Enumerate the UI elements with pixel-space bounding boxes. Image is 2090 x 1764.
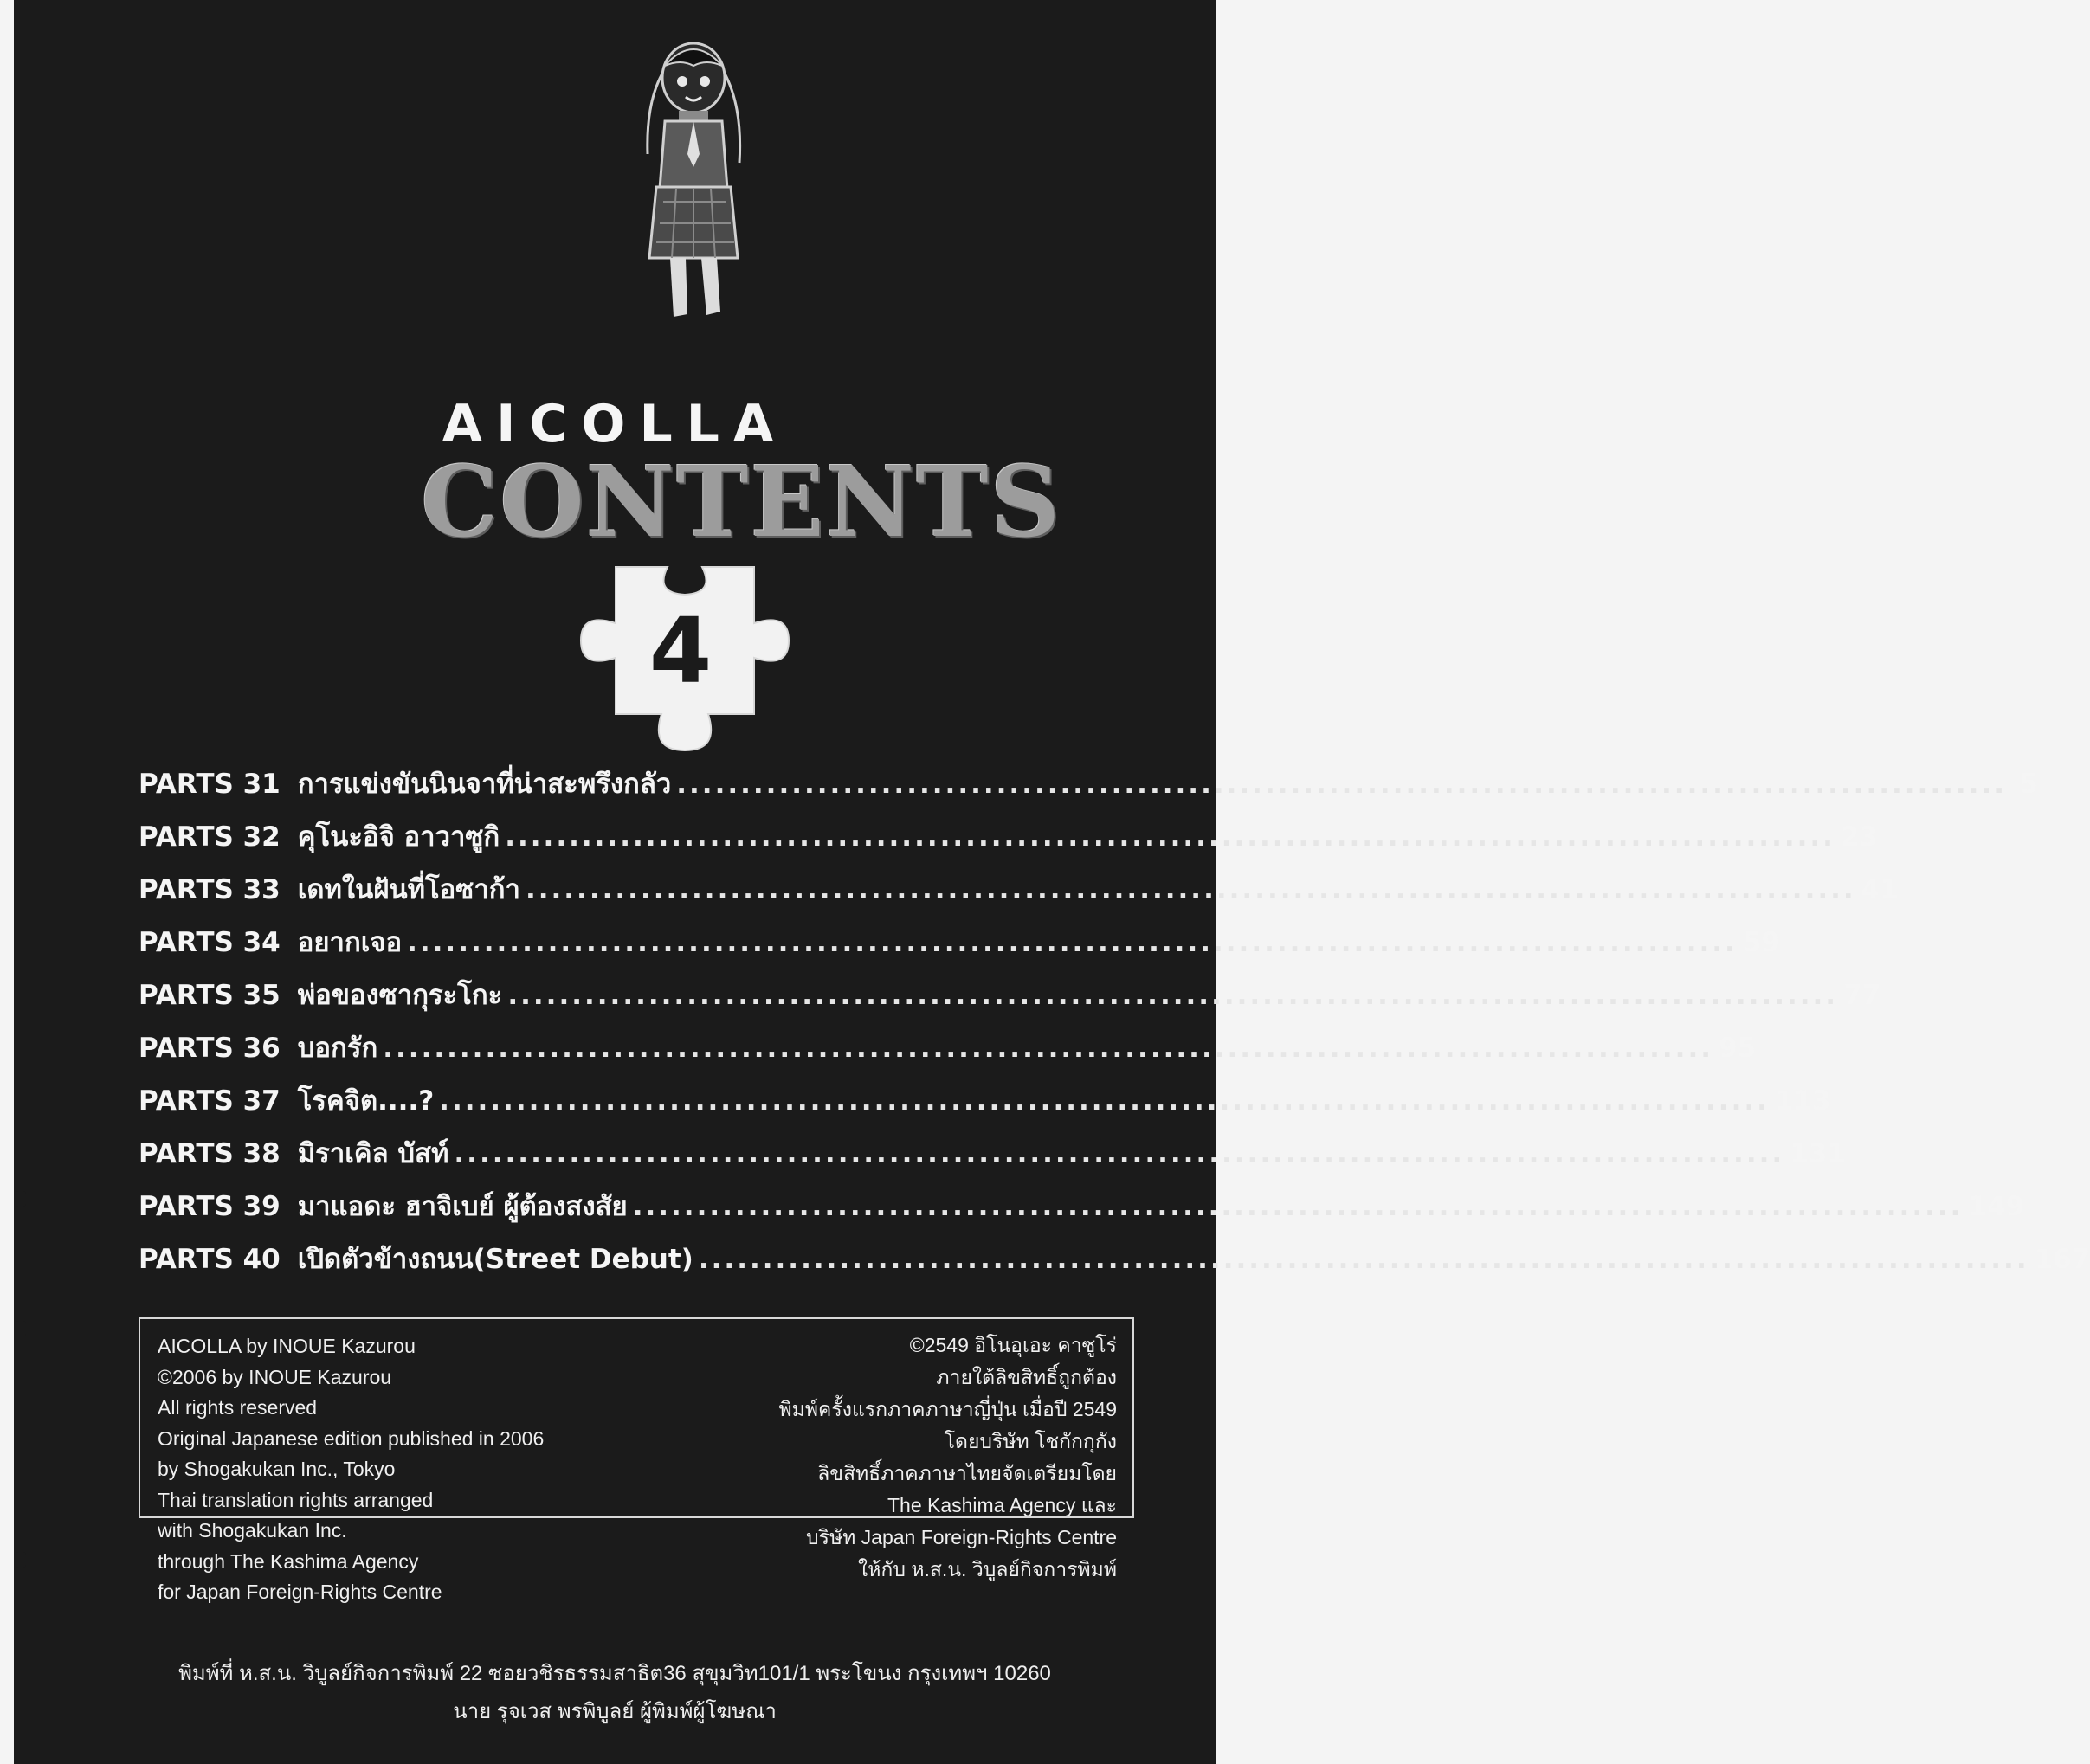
- toc-row[interactable]: [139, 1026, 1757, 1078]
- publisher-name: นาย รุจเวส พรพิบูลย์ ผู้พิมพ์ผู้โฆษณา: [453, 1700, 777, 1723]
- copyright-line: ©2549 อิโนอุเอะ คาซูโร่: [909, 1334, 1117, 1356]
- toc-chapter-title: เดทในฝันที่โอซาก้า: [297, 874, 520, 905]
- toc-part-number: PARTS 33: [139, 874, 281, 905]
- toc-leader-dots: ........................................................................................................: [383, 1033, 1713, 1064]
- toc-part-number: PARTS 37: [139, 1085, 281, 1117]
- toc-page-number: 41: [1861, 874, 1899, 905]
- toc-row[interactable]: [139, 920, 1780, 973]
- page-edge-mark: [16, 1191, 26, 1207]
- copyright-line: ให้กับ ห.ส.น. วิบูลย์กิจการพิมพ์: [858, 1558, 1117, 1581]
- toc-leader-dots: ........................................................................................................: [507, 980, 1839, 1011]
- toc-row[interactable]: [139, 814, 1879, 867]
- toc-page-number: 59: [1742, 927, 1780, 958]
- copyright-line: The Kashima Agency และ: [887, 1494, 1117, 1516]
- toc-page-number: 95: [1719, 1033, 1757, 1064]
- toc-leader-dots: ........................................................................................................: [676, 769, 2007, 800]
- toc-chapter-title: โรคจิต....?: [297, 1085, 435, 1117]
- toc-row[interactable]: [139, 1078, 1831, 1131]
- toc-row[interactable]: [139, 1184, 2025, 1237]
- copyright-line: ลิขสิทธิ์ภาคภาษาไทยจัดเตรียมโดย: [817, 1462, 1117, 1484]
- toc-chapter-title: บอกรัก: [297, 1033, 378, 1064]
- toc-leader-dots: ........................................................................................................: [407, 927, 1738, 958]
- toc-page-number: 167: [2034, 1244, 2090, 1275]
- copyright-line: พิมพ์ครั้งแรกภาคภาษาญี่ปุ่น เมื่อปี 2549: [778, 1398, 1117, 1420]
- publisher-address: พิมพ์ที่ ห.ส.น. วิบูลย์กิจการพิมพ์ 22 ซอยวชิรธรรมสาธิต36 สุขุมวิท101/1 พระโขนง กรุงเทพฯ 10260: [178, 1662, 1051, 1685]
- copyright-line: by Shogakukan Inc., Tokyo: [158, 1458, 396, 1480]
- toc-row[interactable]: [139, 1131, 1846, 1184]
- copyright-line: Thai translation rights arranged: [158, 1488, 434, 1511]
- toc-row[interactable]: [139, 762, 2038, 814]
- copyright-line: All rights reserved: [158, 1396, 318, 1419]
- copyright-line: Original Japanese edition published in 2006: [158, 1426, 545, 1450]
- character-illustration: [611, 24, 776, 327]
- copyright-line: โดยบริษัท โชกักกุกัง: [944, 1430, 1117, 1452]
- toc-chapter-title: มิราเคิล บัสท์: [297, 1138, 449, 1169]
- toc-leader-dots: ........................................................................................................: [505, 821, 1835, 853]
- toc-chapter-title: พ่อของซากุระโกะ: [297, 980, 503, 1011]
- toc-chapter-title: อยากเจอ: [297, 927, 403, 958]
- toc-page-number: 23: [1840, 821, 1879, 853]
- toc-leader-dots: ........................................................................................................: [454, 1138, 1785, 1169]
- toc-page-number: 5: [2019, 769, 2038, 800]
- page-edge-mark: [16, 1552, 26, 1568]
- table-of-contents: [139, 762, 2090, 1290]
- toc-leader-dots: ........................................................................................................: [632, 1191, 1964, 1222]
- toc-chapter-title: การแข่งขันนินจาที่น่าสะพรึงกลัว: [297, 769, 672, 800]
- copyright-thai: [632, 1329, 1117, 1586]
- series-logo: AICOLLA: [442, 394, 788, 454]
- copyright-line: for Japan Foreign-Rights Centre: [158, 1581, 442, 1603]
- toc-row[interactable]: [139, 973, 1881, 1026]
- toc-part-number: PARTS 40: [139, 1244, 281, 1275]
- toc-row[interactable]: [139, 1237, 2090, 1290]
- toc-chapter-title: เปิดตัวข้างถนน(Street Debut): [297, 1244, 693, 1275]
- copyright-line: AICOLLA by INOUE Kazurou: [158, 1335, 416, 1357]
- copyright-line: ©2006 by INOUE Kazurou: [158, 1365, 392, 1388]
- toc-part-number: PARTS 31: [139, 769, 281, 800]
- copyright-box: [139, 1317, 1134, 1603]
- toc-page-number: 77: [1843, 980, 1881, 1011]
- toc-chapter-title: มาแอดะ ฮาจิเบย์ ผู้ต้องสงสัย: [297, 1191, 628, 1222]
- toc-page-number: 113: [1774, 1085, 1831, 1117]
- toc-leader-dots: ........................................................................................................: [439, 1085, 1770, 1117]
- copyright-line: ภายใต้ลิขสิทธิ์ถูกต้อง: [936, 1366, 1117, 1388]
- toc-part-number: PARTS 39: [139, 1191, 281, 1222]
- toc-part-number: PARTS 32: [139, 821, 281, 853]
- toc-leader-dots: ........................................................................................................: [525, 874, 1856, 905]
- page-edge-mark: [16, 1321, 26, 1336]
- toc-part-number: PARTS 35: [139, 980, 281, 1011]
- toc-chapter-title: คุโนะอิจิ อาวาซูกิ: [297, 821, 500, 853]
- copyright-line: บริษัท Japan Foreign-Rights Centre: [806, 1526, 1117, 1548]
- toc-row[interactable]: [139, 867, 1899, 920]
- publisher-info: [14, 1655, 1216, 1731]
- contents-heading: CONTENTS: [421, 446, 1062, 559]
- copyright-english: [158, 1331, 642, 1608]
- copyright-line: with Shogakukan Inc.: [158, 1519, 347, 1542]
- contents-page: [14, 0, 2090, 1764]
- toc-page-number: 131: [1790, 1138, 1846, 1169]
- toc-leader-dots: ........................................................................................................: [698, 1244, 2029, 1275]
- toc-part-number: PARTS 34: [139, 927, 281, 958]
- toc-part-number: PARTS 36: [139, 1033, 281, 1064]
- volume-number: 4: [648, 598, 713, 704]
- copyright-line: through The Kashima Agency: [158, 1549, 419, 1573]
- toc-part-number: PARTS 38: [139, 1138, 281, 1169]
- toc-page-number: 149: [1968, 1191, 2025, 1222]
